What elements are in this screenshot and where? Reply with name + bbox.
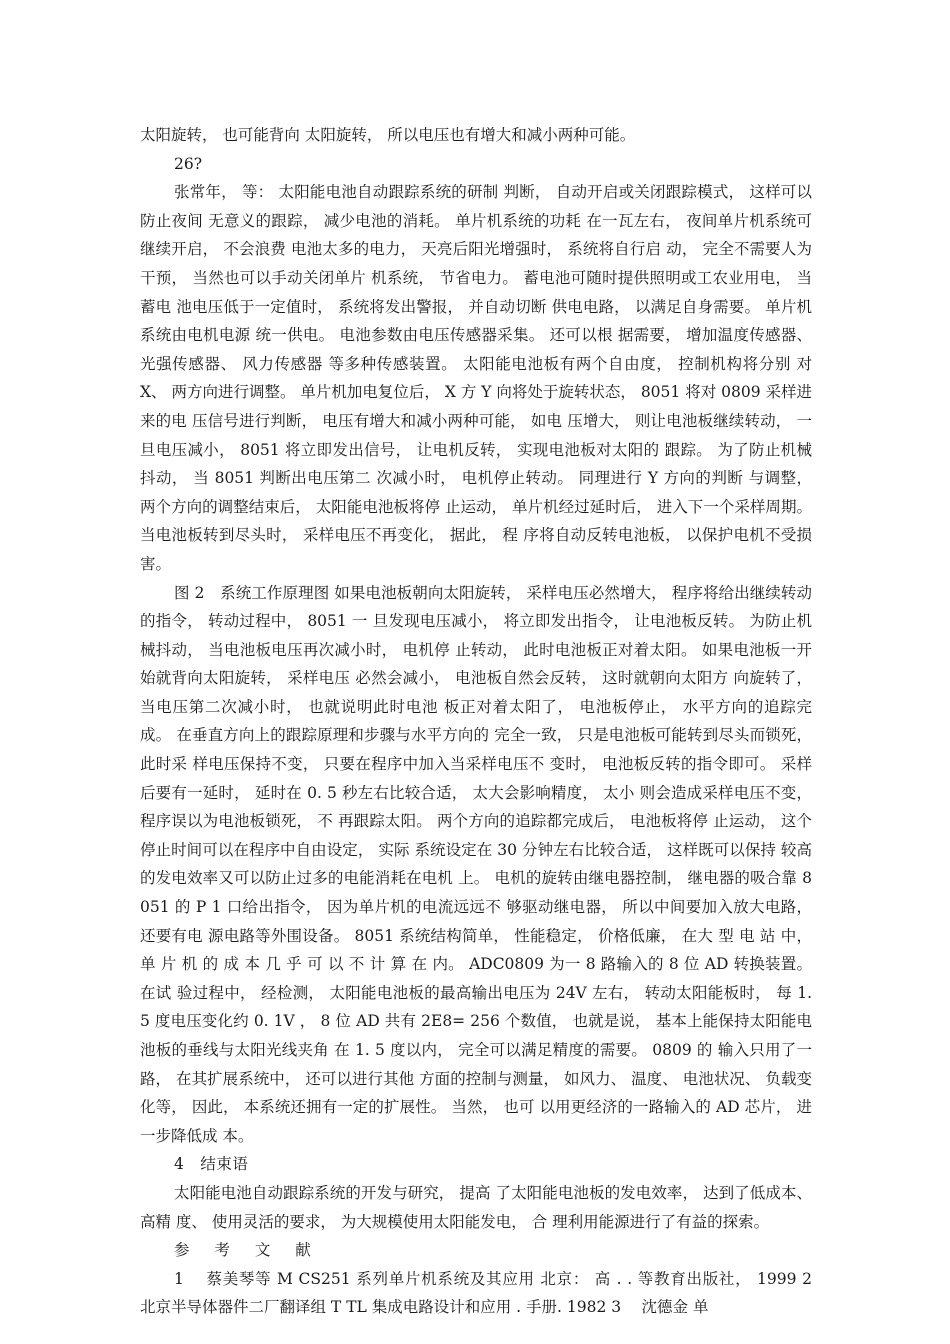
body-paragraph-continuation: 太阳旋转， 也可能背向 太阳旋转， 所以电压也有增大和减小两种可能。 xyxy=(140,126,636,144)
body-paragraph-conclusion: 太阳能电池自动跟踪系统的开发与研究， 提高 了太阳能电池板的发电效率， 达到了低成本、 高精 度、 使用灵活的要求， 为大规模使用太阳能发电， 合 理利用能源进行了有益的探索。 xyxy=(140,1183,812,1231)
body-paragraph-system-description: 张常年， 等： 太阳能电池自动跟踪系统的研制 判断， 自动开启或关闭跟踪模式， 这样可以防止夜间 无意义的跟踪， 减少电池的消耗。 单片机系统的功耗 在一瓦左右， 夜间单片机系统可继续开启， 不会浪费 电池太多的电力， 天亮后阳光增强时， 系统将自行启 动， 完全不需要人为干预， 当然也可以手动关闭单片 机系统， 节省电力。 蓄电池可随时提供照明或工农业用电， 当蓄电 池电压低于一定值时， 系统将发出警报， 并自动切断 供电电路， 以满足自身需要。 单片机系统由电机电源 统一供电。 电池参数由电压传感器采集。 还可以根 据需要， 增加温度传感器、 光强传感器、 风力传感器 等多种传感装置。 太阳能电池板有两个自由度， 控制机构将分别 对 X、 两方向进行调整。 单片机加电复位后， X 方 Y 向将处于旋转状态， 8051 将对 0809 采样进来的电 压信号进行判断， 电压有增大和减小两种可能， 如电 压增大， 则让电池板继续转动， 一旦电压减小， 8051 将立即发出信号， 让电机反转， 实现电池板对太阳的 跟踪。 为了防止机械抖动， 当 8051 判断出电压第二 次减小时， 电机停止转动。 同理进行 Y 方向的判断 与调整， 两个方向的调整结束后， 太阳能电池板将停 止运动， 单片机经过延时后， 进入下一个采样周期。 当电池板转到尽头时， 采样电压不再变化， 据此， 程 序将自动反转电池板， 以保护电机不受损害。 xyxy=(140,183,812,573)
document-page xyxy=(140,121,833,1322)
section-heading-conclusion: 4 结束语 xyxy=(174,1155,249,1174)
body-paragraph-working-principle: 图 2 系统工作原理图 如果电池板朝向太阳旋转， 采样电压必然增大， 程序将给出继续转动的指令， 转动过程中， 8051 一 旦发现电压减小， 将立即发出指令， 让电池板反转。 为防止机械抖动， 当电池板电压再次减小时， 电机停 止转动， 此时电池板正对着太阳。 如果电池板一开始就背向太阳旋转， 采样电压 必然会减小， 电池板自然会反转， 这时就朝向太阳方 向旋转了， 当电压第二次减小时， 也就说明此时电池 板正对着太阳了， 电池板停止， 水平方向的追踪完 成。 在垂直方向上的跟踪原理和步骤与水平方向的 完全一致， 只是电池板可能转到尽头而锁死， 此时采 样电压保持不变， 只要在程序中加入当采样电压不 变时， 电池板反转的指令即可。 采样后要有一延时， 延时在 0. 5 秒左右比较合适， 太大会影响精度， 太小 则会造成采样电压不变， 程序误以为电池板锁死， 不 再跟踪太阳。 两个方向的追踪都完成后， 电池板将停 止运动， 这个停止时间可以在程序中自由设定， 实际 系统设定在 30 分钟左右比较合适， 这样既可以保持 较高的发电效率又可以防止过多的电能消耗在电机 上。 电机的旋转由继电器控制， 继电器的吸合靠 8051 的 P 1 口给出指令， 因为单片机的电流远远不 够驱动继电器， 所以中间要加入放大电路， 还要有电 源电路等外围设备。 8051 系统结构简单， 性能稳定， 价格低廉， 在大 型 电 站 中， 单 片 机 的 成 本 几 乎 可 以 不 计 算 在 内。 ADC0809 为一 8 路输入的 8 位 AD 转换装置。在试 验过程中， 经检测， 太阳能电池板的最高输出电压为 24V 左右， 转动太阳能板时， 每 1. 5 度电压变化约 0. 1V ， 8 位 AD 共有 2E8= 256 个数值， 也就是说， 基本上能保持太阳能电池板的垂线与太阳光线夹角 在 1. 5 度以内， 完全可以满足精度的需要。 0809 的 输入只用了一路， 在其扩展系统中， 还可以进行其他 方面的控制与测量， 如风力、 温度、 电池状况、 负载变 化等， 因此， 本系统还拥有一定的扩展性。 当然， 也可 以用更经济的一路输入的 AD 芯片， 进一步降低成 本。 xyxy=(140,583,812,1145)
page-reference: 26? xyxy=(174,154,203,173)
references-title: 参 考 文 献 xyxy=(174,1241,321,1260)
references-list: 1 蔡美琴等 M CS251 系列单片机系统及其应用 北京： 高 . . 等教育出版社， 1999 2 北京半导体器件二厂翻译组 T TL 集成电路设计和应用 . 手册. 1982 3 沈德金 单 xyxy=(140,1269,833,1317)
